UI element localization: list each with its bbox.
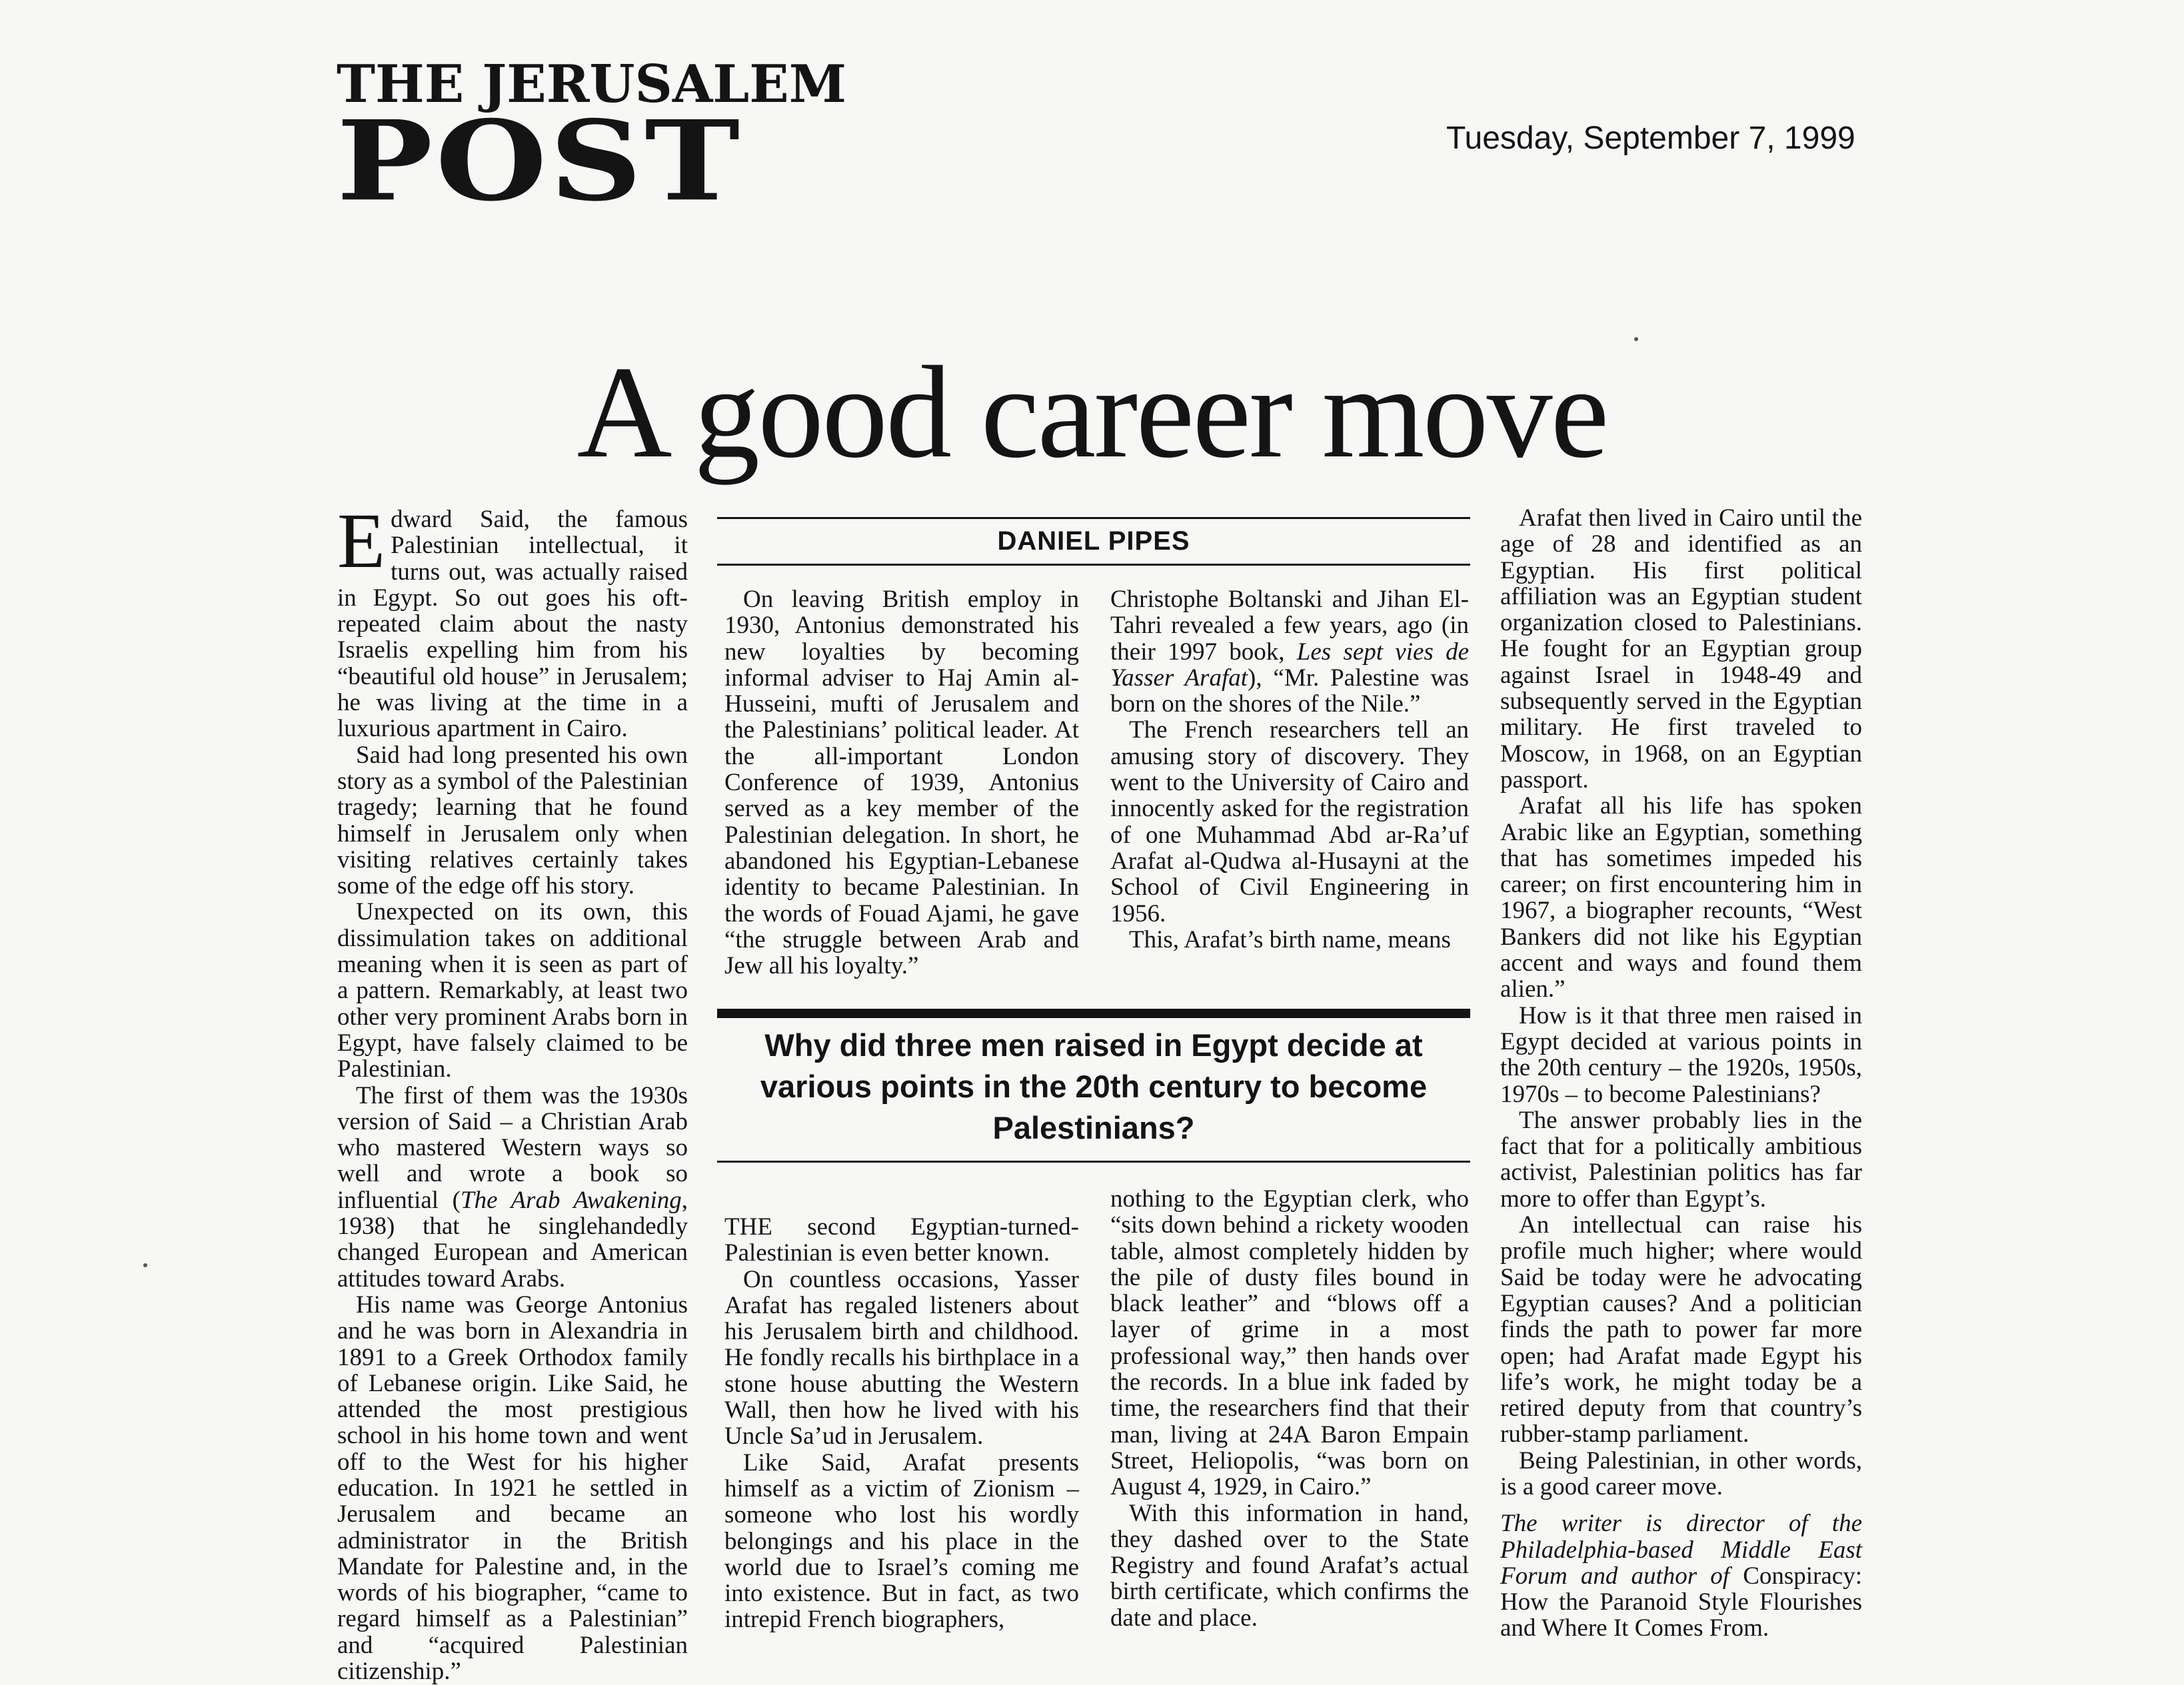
article-column-4: [1500, 505, 1862, 1642]
column-4-paragraph: How is it that three men raised in Egypt decided at various points in the 20th century – the 1920s, 1950s, 1970s – to become Palestinians?: [1500, 1001, 1862, 1108]
byline-top-rule: [717, 517, 1470, 519]
column-1-paragraph: [337, 497, 688, 743]
article-column-3-bottom: [1110, 1186, 1469, 1631]
column-2-paragraph: THE second Egyptian-turned-Palestinian is even better known.: [724, 1213, 1079, 1267]
book-title: Les sept vies de Yasser Arafat: [1110, 638, 1469, 692]
byline: DANIEL PIPES: [997, 526, 1190, 556]
publication-date: Tuesday, September 7, 1999: [1446, 121, 1855, 156]
scan-speck: [1634, 337, 1638, 341]
column-1-text: dward Said, the famous Palestinian intellectual, it turns out, was actually raised in Egypt. So out goes his oft-repeated claim about the nasty Israelis expelling him from his “beautiful old house” in Jerusalem; he was living at the time in a luxurious apartment in Cairo.: [337, 506, 688, 743]
article-column-1: [337, 497, 688, 1685]
column-3-paragraph: nothing to the Egyptian clerk, who “sits down behind a rickety wooden table, almost completely hidden by the pile of dusty files bound in black leather” and “blows off a layer of grime in a most professional way,” then hands over the records. In a blue ink faded by time, the researchers find that their man, living at 24A Baron Empain Street, Heliopolis, “was born on August 4, 1929, in Cairo.”: [1110, 1185, 1469, 1501]
column-2-paragraph: On countless occasions, Yasser Arafat has regaled listeners about his Jerusalem birth and childhood. He fondly recalls his birthplace in a stone house abutting the Western Wall, then how he lived with his Uncle Sa’ud in Jerusalem.: [724, 1265, 1079, 1450]
pull-quote: Why did three men raised in Egypt decide at various points in the 20th century to become Palestinians?: [760, 1027, 1428, 1145]
column-1-paragraph: [337, 1083, 688, 1292]
author-bio: The writer is director of the Philadelphia-based Middle East Forum and author of: [1500, 1510, 1862, 1590]
column-3-paragraph: [1110, 586, 1469, 717]
column-2-paragraph: Like Said, Arafat presents himself as a victim of Zionism – someone who lost his wordly belongings and his place in the world due to Israel’s coming me into existence. But in fact, as two intrepid French biographers,: [724, 1448, 1079, 1634]
article-column-3-top: [1110, 586, 1469, 953]
column-4-paragraph: Arafat then lived in Cairo until the age of 28 and identified as an Egyptian. His first political affiliation was an Egyptian student organization closed to Palestinians. He fought for an Egyptian group against Israel in 1948-49 and subsequently served in the Egyptian military. He first traveled to Moscow, in 1968, on an Egyptian passport.: [1500, 504, 1862, 794]
column-3-paragraph: With this information in hand, they dashed over to the State Registry and found Arafat’s actual birth certificate, which confirms the date and place.: [1110, 1499, 1469, 1632]
drop-cap: E: [337, 497, 386, 584]
book-title: Conspiracy: How the Paranoid Style Flourishes and Where It Comes From.: [1500, 1562, 1862, 1642]
column-1-paragraph: Unexpected on its own, this dissimulation takes on additional meaning when it is seen as part of a pattern. Remarkably, at least two other very prominent Arabs born in Egypt, have falsely claimed to be Palestinian.: [337, 898, 688, 1083]
column-1-paragraph: Said had long presented his own story as a symbol of the Palestinian tragedy; learning that he found himself in Jerusalem only when visiting relatives certainly takes some of the edge off his story.: [337, 741, 688, 900]
byline-bottom-rule: [717, 564, 1470, 566]
column-4-paragraph: Arafat all his life has spoken Arabic like an Egyptian, something that has sometimes impeded his career; on first encountering him in 1967, a biographer recounts, “West Bankers did not like his Egyptian accent and ways and found them alien.”: [1500, 792, 1862, 1003]
book-title: The Arab Awakening: [461, 1186, 682, 1214]
column-1-paragraph: His name was George Antonius and he was born in Alexandria in 1891 to a Greek Orthodox family of Lebanese origin. Like Said, he attended the most prestigious school in his home town and went off to the West for his higher education. In 1921 he settled in Jerusalem and became an administrator in the British Mandate for Palestine and, in the words of his biographer, “came to regard himself as a Palestinian” and “acquired Palestinian citizenship.”: [337, 1291, 688, 1685]
article-column-2-top: [724, 586, 1079, 979]
pull-quote-top-rule: [717, 1009, 1470, 1018]
author-signature: [1500, 1510, 1862, 1641]
column-4-paragraph: An intellectual can raise his profile much higher; where would Said be today were he advocating Egyptian causes? And a politician finds the path to power far more open; had Arafat made Egypt his life’s work, he might today be a retired deputy from that country’s rubber-stamp parliament.: [1500, 1211, 1862, 1448]
article-column-2-bottom: [724, 1214, 1079, 1633]
column-3-paragraph: The French researchers tell an amusing story of discovery. They went to the University of Cairo and innocently asked for the registration of one Muhammad Abd ar-Ra’uf Arafat al-Qudwa al-Husayni at the School of Civil Engineering in 1956.: [1110, 716, 1469, 927]
column-2-paragraph: On leaving British employ in 1930, Antonius demonstrated his new loyalties by becoming informal adviser to Haj Amin al-Husseini, mufti of Jerusalem and the Palestinians’ political leader. At the all-important London Conference of 1939, Antonius served as a key member of the Palestinian delegation. In short, he abandoned his Egyptian-Lebanese identity to became Palestinian. In the words of Fouad Ajami, he gave “the struggle between Arab and Jew all his loyalty.”: [724, 586, 1079, 980]
column-3-text: ), “Mr. Palestine was born on the shores of the Nile.”: [1110, 664, 1469, 718]
column-4-paragraph: The answer probably lies in the fact that for a politically ambitious activist, Palestinian politics has far more to offer than Egypt’s.: [1500, 1106, 1862, 1213]
column-3-text: Christophe Boltanski and Jihan El-Tahri revealed a few years, ago (in their 1997 book,: [1110, 586, 1469, 666]
masthead-logo: POST: [337, 97, 743, 226]
scan-speck: [143, 1263, 147, 1267]
column-1-text: The first of them was the 1930s version of Said – a Christian Arab who mastered Western ways so well and wrote a book so influential (: [337, 1081, 688, 1214]
column-1-text: , 1938) that he singlehandedly changed European and American attitudes toward Arabs.: [337, 1186, 688, 1293]
masthead-line-1: THE JERUSALEM: [337, 54, 847, 115]
article-headline: A good career move: [576, 339, 1608, 485]
column-4-paragraph: Being Palestinian, in other words, is a good career move.: [1500, 1446, 1862, 1500]
column-3-paragraph: This, Arafat’s birth name, means: [1129, 925, 1451, 953]
pull-quote-bottom-rule: [717, 1161, 1470, 1163]
